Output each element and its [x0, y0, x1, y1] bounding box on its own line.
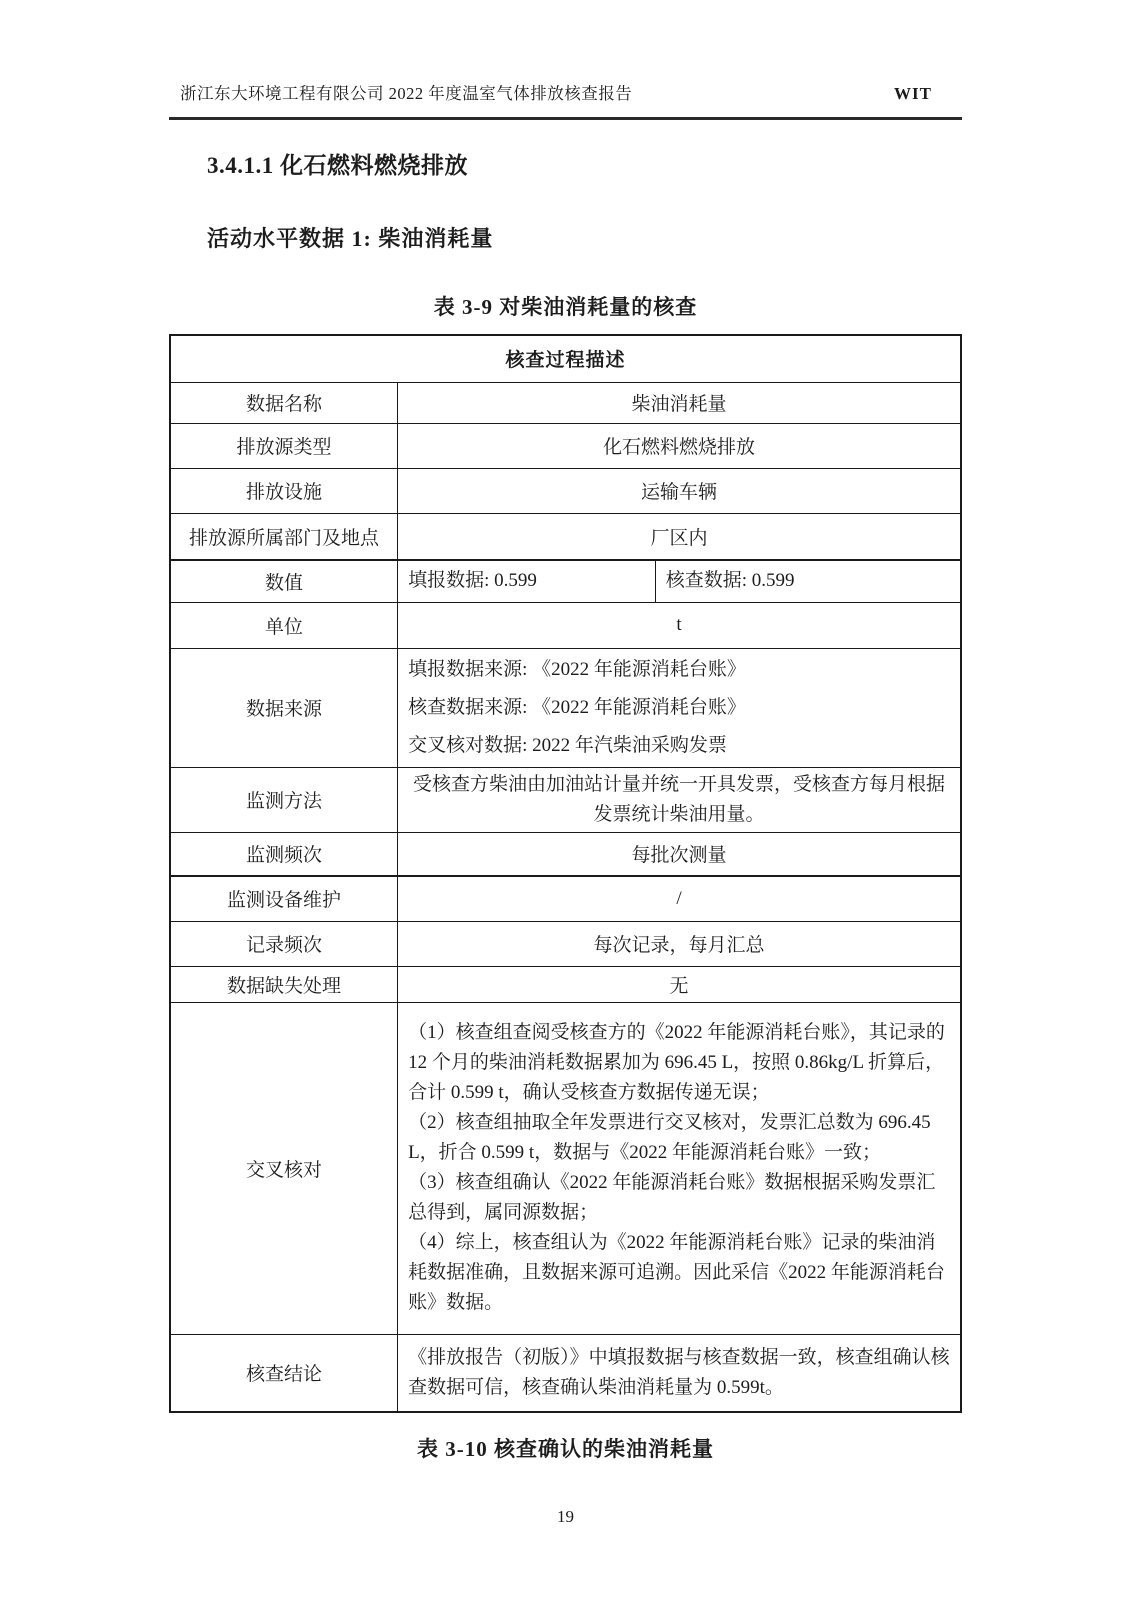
row-label: 排放设施 [170, 468, 398, 513]
verification-table [169, 334, 962, 1413]
row-label: 数据名称 [170, 382, 398, 423]
table-header-row [170, 335, 961, 382]
row-value: 每批次测量 [398, 832, 961, 876]
table-row [170, 921, 961, 966]
row-label: 排放源所属部门及地点 [170, 513, 398, 560]
table-3-10-caption: 表 3-10 核查确认的柴油消耗量 [417, 1437, 714, 1461]
header-report-title: 浙江东大环境工程有限公司 2022 年度温室气体排放核查报告 [180, 84, 633, 103]
cross-check-item: （1）核查组查阅受核查方的《2022 年能源消耗台账》，其记录的 12 个月的柴油消耗数据累加为 696.45 L，按照 0.86kg/L 折算后，合计 0.599 t，确认受核查方数据传递无误； [408, 1022, 945, 1103]
table-row [170, 423, 961, 468]
row-value: 无 [398, 966, 961, 1002]
conclusion-cell: 《排放报告（初版）》中填报数据与核查数据一致，核查组确认核查数据可信，核查确认柴油消耗量为 0.599t。 [398, 1334, 961, 1412]
row-value: 每次记录，每月汇总 [398, 921, 961, 966]
table-row [170, 1334, 961, 1412]
reported-value: 填报数据: 0.599 [398, 560, 656, 602]
verified-value: 核查数据: 0.599 [655, 560, 961, 602]
activity-subheading: 活动水平数据 1: 柴油消耗量 [207, 226, 494, 251]
row-value: 柴油消耗量 [398, 382, 961, 423]
data-source-line: 填报数据来源: 《2022 年能源消耗台账》 [408, 658, 746, 680]
table-row [170, 648, 961, 767]
section-heading: 3.4.1.1 化石燃料燃烧排放 [207, 153, 468, 178]
table-row [170, 966, 961, 1002]
data-source-cell [398, 648, 961, 767]
row-label: 记录频次 [170, 921, 398, 966]
cross-check-item: （2）核查组抽取全年发票进行交叉核对，发票汇总数为 696.45 L，折合 0.599 t，数据与《2022 年能源消耗台账》一致； [408, 1112, 931, 1163]
table-row [170, 513, 961, 560]
row-label: 交叉核对 [170, 1002, 398, 1334]
table-header-cell: 核查过程描述 [170, 335, 961, 382]
row-label: 数据来源 [170, 648, 398, 767]
cross-check-cell [398, 1002, 961, 1334]
header-org-mark: WIT [894, 84, 932, 103]
page-number: 19 [557, 1507, 574, 1526]
row-label: 监测频次 [170, 832, 398, 876]
row-label: 核查结论 [170, 1334, 398, 1412]
table-row [170, 1002, 961, 1334]
table-row [170, 832, 961, 876]
table-row [170, 560, 961, 602]
row-value: 厂区内 [398, 513, 961, 560]
table-row [170, 382, 961, 423]
page-header [169, 0, 962, 120]
table-row [170, 767, 961, 832]
row-value: t [398, 602, 961, 648]
cross-check-item: （3）核查组确认《2022 年能源消耗台账》数据根据采购发票汇总得到，属同源数据； [408, 1172, 936, 1223]
row-value: / [398, 876, 961, 921]
row-value: 运输车辆 [398, 468, 961, 513]
cross-check-item: （4）综上，核查组认为《2022 年能源消耗台账》记录的柴油消耗数据准确，且数据来源可追溯。因此采信《2022 年能源消耗台账》数据。 [408, 1232, 945, 1313]
row-value: 受核查方柴油由加油站计量并统一开具发票，受核查方每月根据发票统计柴油用量。 [398, 767, 961, 832]
data-source-line: 核查数据来源: 《2022 年能源消耗台账》 [408, 696, 746, 718]
row-label: 数据缺失处理 [170, 966, 398, 1002]
row-value: 化石燃料燃烧排放 [398, 423, 961, 468]
table-row [170, 876, 961, 921]
row-label: 监测方法 [170, 767, 398, 832]
table-row [170, 468, 961, 513]
row-label: 监测设备维护 [170, 876, 398, 921]
table-row [170, 602, 961, 648]
table-3-9-caption: 表 3-9 对柴油消耗量的核查 [433, 295, 698, 319]
row-label: 排放源类型 [170, 423, 398, 468]
row-label: 单位 [170, 602, 398, 648]
row-label: 数值 [170, 560, 398, 602]
data-source-line: 交叉核对数据: 2022 年汽柴油采购发票 [408, 734, 727, 756]
